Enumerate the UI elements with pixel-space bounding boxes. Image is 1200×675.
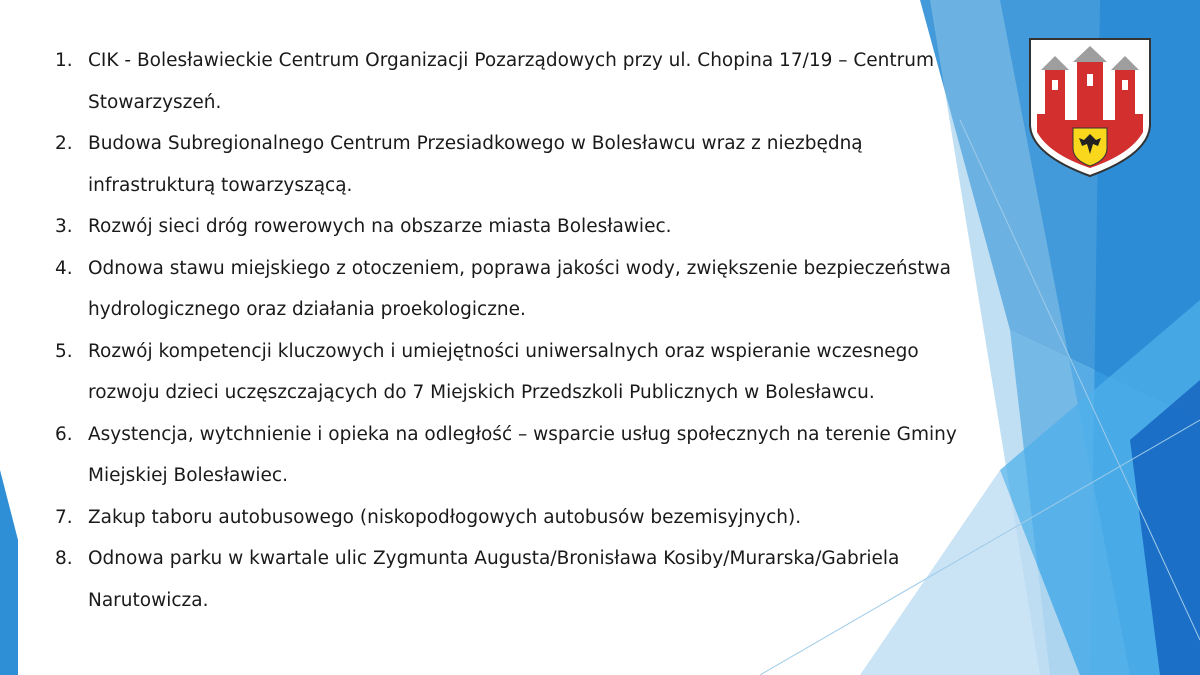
list-item-text: Zakup taboru autobusowego (niskopodłogowych autobusów bezemisyjnych). <box>88 506 802 528</box>
list-item-text: Rozwój kompetencji kluczowych i umiejętności uniwersalnych oraz wspieranie wczesnego rozwoju dzieci uczęszczających do 7 Miejskich Przedszkoli Publicznych w Bolesławcu. <box>88 340 919 403</box>
projects-list-container <box>55 40 995 621</box>
projects-list <box>55 40 995 621</box>
list-item-text: Rozwój sieci dróg rowerowych na obszarze miasta Bolesławiec. <box>88 216 672 237</box>
list-item-number: 5. <box>55 340 73 362</box>
list-item-number: 3. <box>55 216 73 237</box>
list-item-number: 8. <box>55 548 73 569</box>
list-item-number: 7. <box>55 506 73 528</box>
list-item-text: Asystencja, wytchnienie i opieka na odległość – wsparcie usług społecznych na terenie Gminy Miejskiej Bolesławiec. <box>88 423 957 486</box>
boleslawiec-coat-of-arms-icon <box>1027 36 1153 178</box>
list-item-number: 6. <box>55 423 73 445</box>
list-item <box>55 206 995 248</box>
list-item-text: Odnowa stawu miejskiego z otoczeniem, poprawa jakości wody, zwiększenie bezpieczeństwa hydrologicznego oraz działania proekologiczne. <box>88 257 951 320</box>
list-item <box>55 40 995 123</box>
list-item-number: 2. <box>55 133 73 154</box>
list-item <box>55 248 995 331</box>
list-item-number: 4. <box>55 257 73 279</box>
list-item <box>55 123 995 206</box>
list-item-number: 1. <box>55 50 73 71</box>
list-item <box>55 414 995 497</box>
list-item-text: Budowa Subregionalnego Centrum Przesiadkowego w Bolesławcu wraz z niezbędną infrastrukturą towarzyszącą. <box>88 133 863 196</box>
deco-left-edge <box>0 470 18 675</box>
list-item-text: Odnowa parku w kwartale ulic Zygmunta Augusta/Bronisława Kosiby/Murarska/Gabriela Narutowicza. <box>88 548 900 611</box>
list-item <box>55 538 995 621</box>
list-item <box>55 497 995 539</box>
list-item <box>55 331 995 414</box>
list-item-text: CIK - Bolesławieckie Centrum Organizacji Pozarządowych przy ul. Chopina 17/19 – Centrum Stowarzyszeń. <box>88 50 935 113</box>
